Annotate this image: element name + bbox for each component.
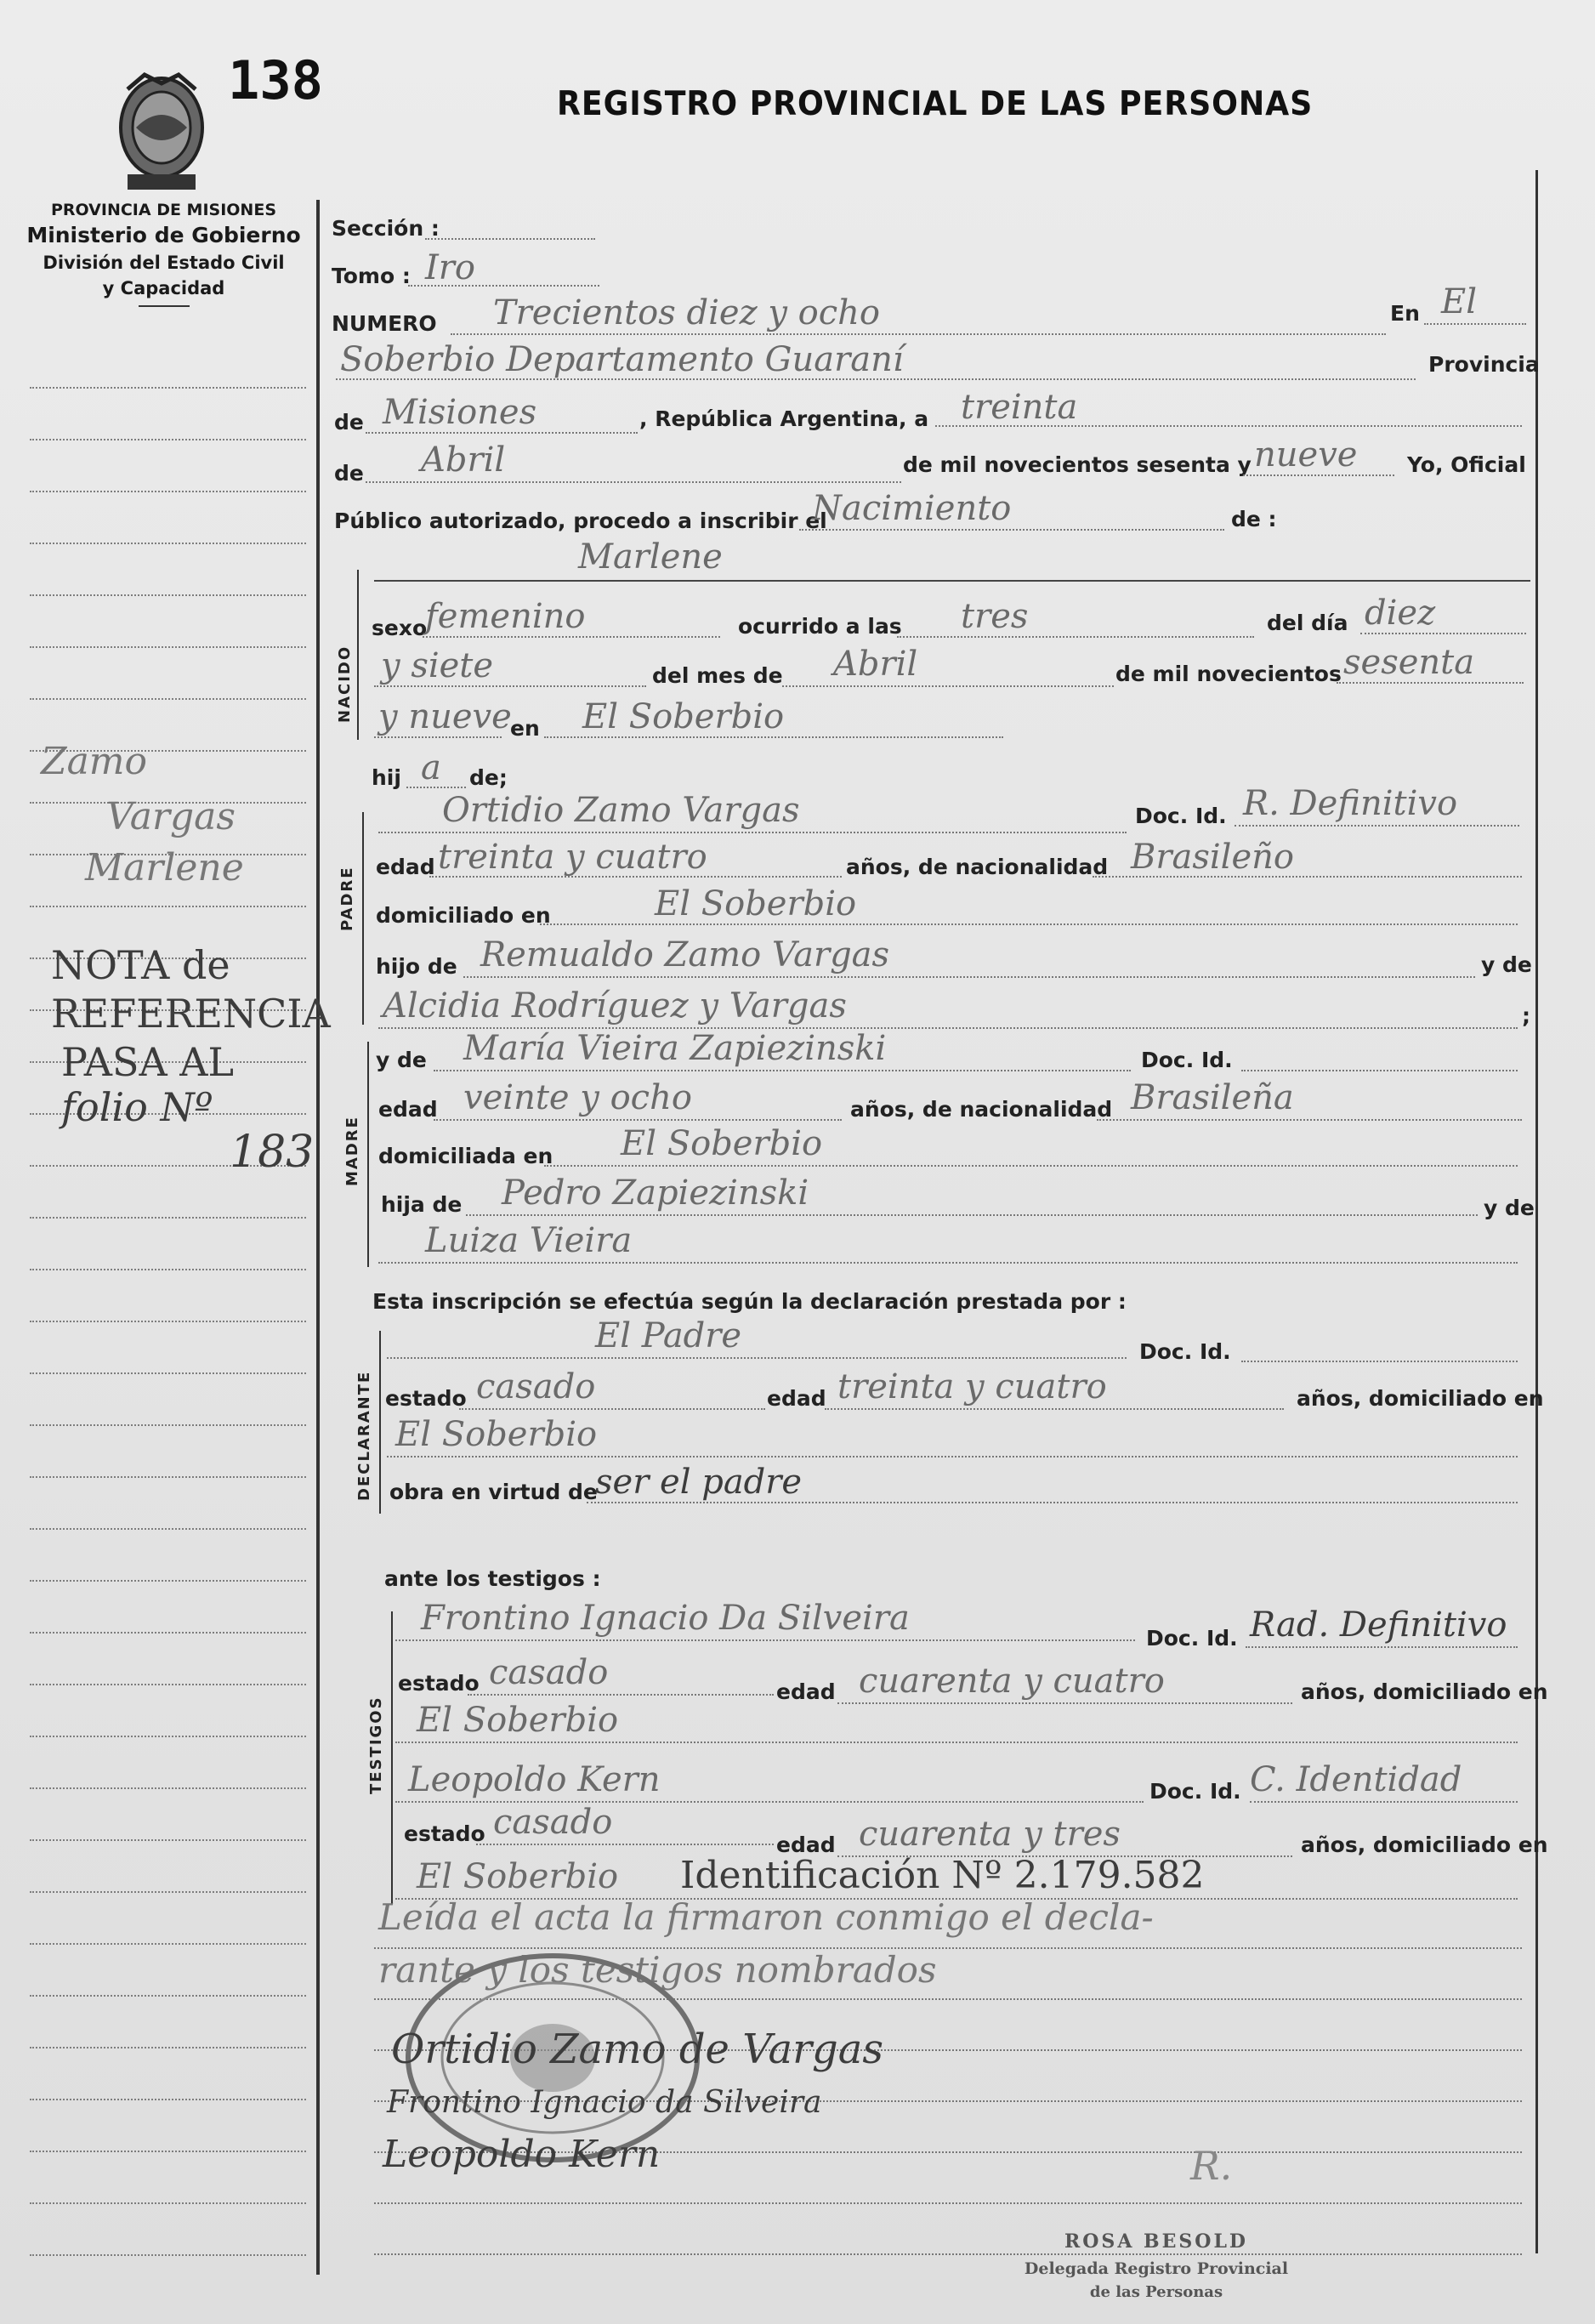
label-doc-id: Doc. Id.: [1146, 1626, 1238, 1651]
field-line: [1241, 1361, 1518, 1362]
signature: R.: [1190, 2143, 1233, 2189]
value-test2-estado: casado: [493, 1803, 613, 1842]
label-estado: estado: [385, 1386, 467, 1411]
value-padre-nac: Brasileño: [1131, 838, 1294, 877]
value-anio-nac2: y nueve: [378, 697, 512, 736]
margin-rule: [30, 1580, 306, 1582]
value-test2-dom: El Soberbio: [417, 1857, 619, 1896]
label-en2: en: [510, 716, 540, 741]
right-border: [1535, 170, 1538, 2253]
field-line: [544, 736, 1003, 738]
field-line: [837, 1702, 1292, 1704]
margin-rule: [30, 646, 306, 648]
value-test2-edad: cuarenta y tres: [859, 1815, 1121, 1854]
margin-rule: [30, 1891, 306, 1893]
document-title: REGISTRO PROVINCIAL DE LAS PERSONAS: [557, 85, 1314, 123]
label-y-de: y de: [1481, 952, 1532, 977]
label-seccion: Sección :: [332, 216, 440, 241]
field-line: [366, 481, 901, 483]
field-line: [544, 1165, 1518, 1167]
value-mes-nac: Abril: [833, 645, 918, 684]
value-padre-edad: treinta y cuatro: [438, 838, 707, 877]
margin-note: NOTA de: [51, 942, 230, 988]
label-de-mil: de mil novecientos: [1115, 662, 1342, 686]
field-line: [374, 736, 502, 738]
margin-rule: [30, 1632, 306, 1634]
label-obra: obra en virtud de: [389, 1480, 598, 1504]
label-anios-dom: años, domiciliado en: [1297, 1386, 1544, 1411]
margin-rule: [30, 1684, 306, 1685]
label-doc-id: Doc. Id.: [1139, 1339, 1231, 1364]
field-line: [1424, 323, 1526, 325]
value-test1-estado: casado: [489, 1653, 609, 1692]
value-test2-nombre: Leopoldo Kern: [408, 1760, 661, 1799]
label-hijo-de: hijo de: [376, 954, 457, 979]
value-abuelo-m: Pedro Zapiezinski: [502, 1173, 809, 1213]
margin-rule: [30, 2202, 306, 2204]
nacido-bracket: [357, 570, 359, 740]
margin-rule: [30, 1372, 306, 1374]
label-madre: MADRE: [343, 1116, 361, 1186]
label-anios-nac: años, de nacionalidad: [850, 1097, 1113, 1122]
margin-rule: [30, 1528, 306, 1530]
value-madre-dom: El Soberbio: [621, 1124, 823, 1163]
label-doc-id: Doc. Id.: [1141, 1048, 1233, 1072]
signature: Frontino Ignacio da Silveira: [387, 2085, 822, 2120]
field-line: [540, 923, 1518, 925]
label-de: de: [334, 410, 364, 435]
signature: Ortidio Zamo de Vargas: [391, 2026, 883, 2073]
value-dia-nac2: y siete: [381, 646, 494, 685]
margin-rule: [30, 698, 306, 700]
label-ocurrido: ocurrido a las: [738, 614, 902, 639]
margin-rule: [30, 439, 306, 440]
value-padre-nombre: Ortidio Zamo Vargas: [442, 791, 800, 830]
label-semicolon: ;: [1522, 1003, 1530, 1028]
closing-rule: [374, 2202, 1522, 2204]
padre-bracket: [362, 812, 364, 1025]
margin-divider: [316, 200, 320, 2275]
margin-rule: [30, 2047, 306, 2048]
label-doc-id: Doc. Id.: [1149, 1779, 1241, 1804]
field-line: [1250, 1801, 1518, 1803]
label-edad: edad: [376, 855, 435, 879]
label-edad: edad: [776, 1679, 836, 1704]
value-lugar: Soberbio Departamento Guaraní: [340, 340, 904, 379]
field-line: [897, 636, 1254, 638]
label-edad: edad: [767, 1386, 826, 1411]
label-del-dia: del día: [1267, 611, 1348, 635]
field-line: [463, 976, 1475, 978]
label-edad: edad: [378, 1097, 438, 1122]
value-abuela-m: Luiza Vieira: [425, 1221, 633, 1260]
field-line: [468, 1694, 774, 1696]
value-padre-doc: R. Definitivo: [1243, 784, 1458, 823]
field-line: [395, 1639, 1135, 1641]
field-line: [799, 529, 1224, 531]
left-header-line: y Capacidad: [102, 278, 225, 298]
margin-rule: [30, 387, 306, 389]
margin-rule: [30, 2151, 306, 2152]
margin-rule: [30, 1476, 306, 1478]
field-line: [1337, 682, 1524, 684]
label-nacido: NACIDO: [336, 645, 354, 723]
field-line: [459, 1408, 765, 1410]
label-numero: NUMERO: [332, 311, 437, 336]
value-decl-dom: El Soberbio: [395, 1415, 598, 1454]
field-line: [395, 1742, 1518, 1743]
value-hij: a: [421, 748, 441, 787]
label-padre: PADRE: [338, 866, 356, 931]
field-line: [374, 685, 646, 687]
margin-rule: [30, 906, 306, 907]
label-de2: de: [334, 461, 364, 486]
margin-note: PASA AL: [61, 1039, 235, 1085]
value-abuelo-p: Remualdo Zamo Vargas: [480, 935, 890, 974]
field-line: [387, 1357, 1127, 1359]
label-declarante: DECLARANTE: [355, 1370, 373, 1501]
field-line: [1235, 825, 1519, 827]
madre-bracket: [367, 1042, 369, 1267]
value-madre-nombre: María Vieira Zapiezinski: [463, 1029, 887, 1068]
value-test1-dom: El Soberbio: [417, 1701, 619, 1740]
field-line: [587, 1502, 1518, 1503]
label-en: En: [1390, 301, 1420, 326]
value-anio: nueve: [1254, 435, 1358, 474]
margin-rule: [30, 594, 306, 596]
field-line: [434, 1119, 842, 1121]
margin-rule: [30, 2099, 306, 2100]
label-mil-sesenta: de mil novecientos sesenta y: [903, 452, 1252, 477]
registrar-block: [961, 2230, 1352, 2301]
field-line: [423, 636, 720, 638]
value-abuela-p: Alcidia Rodríguez y Vargas: [383, 986, 847, 1026]
value-nombre: Marlene: [578, 537, 723, 577]
label-y-de: y de: [1484, 1196, 1535, 1220]
testigos-bracket: [391, 1611, 393, 1905]
label-ante-testigos: ante los testigos :: [384, 1566, 601, 1591]
label-doc-id: Doc. Id.: [1135, 804, 1227, 828]
label-hija-de: hija de: [381, 1192, 463, 1217]
field-line: [825, 1408, 1284, 1410]
left-header: [17, 201, 310, 307]
field-line: [366, 432, 638, 434]
registrar-role: de las Personas: [1089, 2283, 1223, 2301]
label-testigos: TESTIGOS: [367, 1696, 385, 1794]
value-dia-nac: diez: [1365, 594, 1436, 633]
value-declarante: El Padre: [595, 1316, 742, 1355]
value-test2-ident: Identificación Nº 2.179.582: [680, 1854, 1205, 1897]
value-anio-nac: sesenta: [1343, 643, 1475, 682]
value-madre-edad: veinte y ocho: [463, 1078, 692, 1117]
field-line: [1097, 1119, 1522, 1121]
margin-rule: [30, 1839, 306, 1841]
left-header-line: Ministerio de Gobierno: [26, 223, 301, 247]
margin-rule: [30, 1321, 306, 1322]
margin-name: Vargas: [106, 795, 236, 838]
label-y-de2: y de: [376, 1048, 427, 1072]
field-line: [1241, 1070, 1518, 1071]
value-madre-nac: Brasileña: [1131, 1078, 1294, 1117]
value-test2-doc: C. Identidad: [1250, 1760, 1462, 1799]
value-decl-edad: treinta y cuatro: [837, 1367, 1107, 1406]
value-en: El: [1441, 282, 1477, 321]
value-lugar-nac: El Soberbio: [582, 697, 785, 736]
margin-rule: [30, 2254, 306, 2256]
field-line: [476, 1844, 774, 1845]
margin-rule: [30, 1736, 306, 1737]
label-edad: edad: [776, 1832, 836, 1857]
label-estado: estado: [398, 1671, 480, 1696]
field-line: [782, 685, 1114, 687]
margin-note: folio Nº: [61, 1084, 213, 1130]
label-anios-nac: años, de nacionalidad: [846, 855, 1109, 879]
value-test1-doc: Rad. Definitivo: [1250, 1605, 1507, 1645]
registrar-role: Delegada Registro Provincial: [1024, 2259, 1289, 2278]
value-dia: treinta: [961, 388, 1078, 427]
field-line: [387, 1456, 1518, 1457]
left-header-line: División del Estado Civil: [43, 253, 285, 273]
nacido-top-line: [374, 580, 1530, 582]
value-test1-nombre: Frontino Ignacio Da Silveira: [421, 1599, 910, 1638]
value-mes: Abril: [421, 440, 506, 480]
field-line: [466, 1214, 1478, 1216]
field-line: [378, 1262, 1518, 1264]
value-sexo: femenino: [425, 597, 586, 636]
label-del-mes: del mes de: [652, 663, 783, 688]
margin-rule: [30, 1995, 306, 1997]
margin-rule: [30, 1424, 306, 1426]
field-line: [378, 832, 1127, 833]
declarante-bracket: [379, 1331, 381, 1514]
label-hij: hij: [372, 765, 401, 790]
label-de-semi: de;: [469, 765, 508, 790]
label-estado: estado: [404, 1821, 485, 1846]
left-header-line: PROVINCIA DE MISIONES: [50, 201, 277, 219]
value-tomo: Iro: [425, 248, 476, 287]
label-provincia: Provincia: [1428, 352, 1540, 377]
label-de-colon: de :: [1231, 507, 1277, 531]
label-anios-dom: años, domiciliado en: [1301, 1679, 1548, 1704]
margin-rule: [30, 1269, 306, 1270]
registrar-name: ROSA BESOLD: [1064, 2230, 1249, 2253]
margin-rule: [30, 1787, 306, 1789]
value-hora: tres: [961, 597, 1029, 636]
page-number: 138: [228, 49, 323, 111]
value-acto: Nacimiento: [812, 489, 1012, 528]
value-provincia: Misiones: [383, 393, 537, 432]
label-publico: Público autorizado, procedo a inscribir el: [334, 509, 827, 533]
coat-of-arms-seal: [111, 68, 213, 196]
field-line: [425, 238, 595, 240]
value-padre-dom: El Soberbio: [655, 884, 857, 923]
margin-rule: [30, 1943, 306, 1945]
label-sexo: sexo: [372, 616, 428, 640]
margin-rule: [30, 543, 306, 544]
field-line: [1360, 633, 1526, 634]
margin-rule: [30, 1217, 306, 1219]
label-domiciliada: domiciliada en: [378, 1144, 553, 1168]
label-republica: , República Argentina, a: [639, 406, 929, 431]
field-line: [434, 1070, 1131, 1071]
signature: Leopoldo Kern: [383, 2133, 661, 2176]
value-decl-estado: casado: [476, 1367, 596, 1406]
divider: [139, 305, 190, 307]
margin-rule: [30, 491, 306, 492]
closing-text: Leída el acta la firmaron conmigo el decla-: [378, 1896, 1154, 1938]
value-numero: Trecientos diez y ocho: [493, 293, 880, 332]
value-decl-obra: ser el padre: [595, 1463, 803, 1502]
label-tomo: Tomo :: [332, 264, 411, 288]
margin-note: 183: [230, 1127, 315, 1178]
margin-name: Zamo: [41, 740, 148, 783]
field-line: [451, 333, 1386, 335]
label-anios-dom: años, domiciliado en: [1301, 1832, 1548, 1857]
margin-name: Marlene: [85, 846, 244, 889]
margin-note: REFERENCIA: [51, 991, 331, 1037]
field-line: [1246, 1646, 1518, 1648]
label-domiciliado: domiciliado en: [376, 903, 551, 928]
field-line: [1243, 474, 1394, 476]
label-esta-inscripcion: Esta inscripción se efectúa según la declaración prestada por :: [372, 1289, 1127, 1314]
label-yo-oficial: Yo, Oficial: [1407, 452, 1526, 477]
closing-text: rante y los testigos nombrados: [378, 1949, 937, 1991]
value-test1-edad: cuarenta y cuatro: [859, 1662, 1165, 1701]
